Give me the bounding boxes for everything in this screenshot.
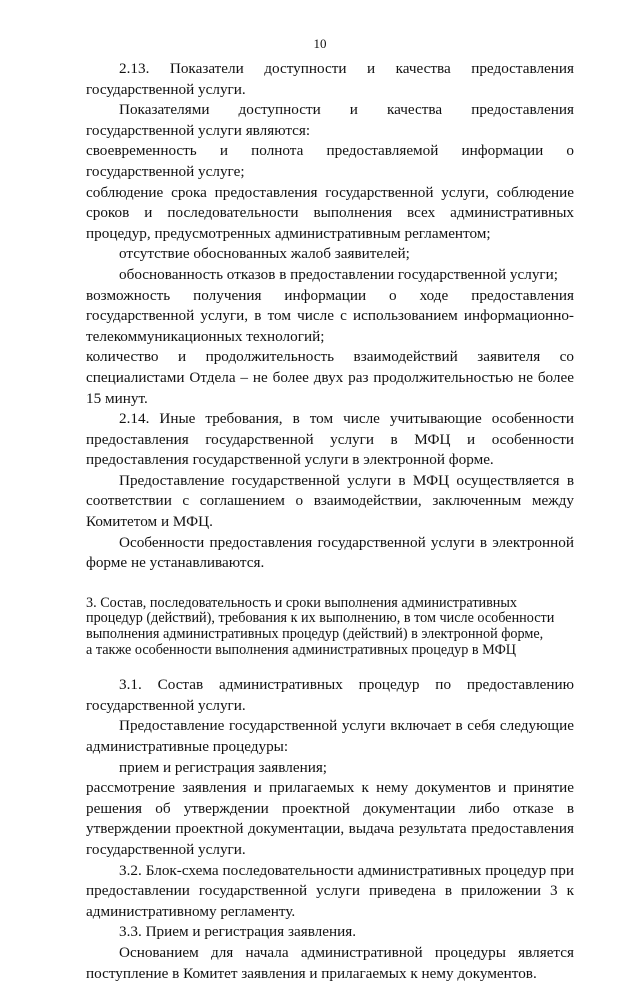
paragraph-refusals-justified: обоснованность отказов в предоставлении государственной услуги;	[119, 265, 559, 283]
paragraph-indicators-intro: Показателями доступности и качества предоставления государственной услуги являются:	[86, 101, 574, 139]
paragraph-interactions: количество и продолжительность взаимодействий заявителя со специалистами Отдела – не более двух раз продолжительностью не более 15 минут.	[86, 348, 574, 407]
section-heading-line: выполнения административных процедур (действий) в электронной форме,	[86, 626, 544, 643]
paragraph-procedure-review: рассмотрение заявления и прилагаемых к нему документов и принятие решения об утверждении проектной документации либо отказе в утверждении проектной документации, выдача результата предоставления государственной услуги.	[86, 779, 574, 858]
section-3-heading	[86, 596, 574, 658]
paragraph-timeliness: своевременность и полнота предоставляемой информации о государственной услуге;	[86, 142, 574, 180]
paragraph-2-13-title: 2.13. Показатели доступности и качества предоставления государственной услуги.	[86, 60, 574, 98]
paragraph-procedure-reception: прием и регистрация заявления;	[119, 758, 328, 776]
paragraph-2-14-title: 2.14. Иные требования, в том числе учитывающие особенности предоставления государственной услуги в МФЦ и особенности предоставления государственной услуги в электронной форме.	[86, 410, 574, 469]
paragraph-3-1-title: 3.1. Состав административных процедур по предоставлению государственной услуги.	[86, 676, 574, 714]
paragraph-electronic-form: Особенности предоставления государственной услуги в электронной форме не устанавливаются.	[86, 533, 574, 572]
paragraph-3-2-flowchart: 3.2. Блок-схема последовательности административных процедур при предоставлении государственной услуги приведена в приложении 3 к административному регламенту.	[86, 861, 574, 920]
document-body	[86, 59, 574, 984]
section-heading-line: а также особенности выполнения административных процедур в МФЦ	[86, 641, 517, 658]
paragraph-progress-info: возможность получения информации о ходе предоставления государственной услуги, в том числе с использованием информационно-телекоммуникационных технологий;	[86, 286, 574, 345]
page-number: 10	[313, 36, 327, 51]
paragraph-no-complaints: отсутствие обоснованных жалоб заявителей;	[119, 245, 410, 263]
paragraph-mfc-provision: Предоставление государственной услуги в МФЦ осуществляется в соответствии с соглашением о взаимодействии, заключенным между Комитетом и МФЦ.	[86, 471, 574, 531]
paragraph-3-3-title: 3.3. Прием и регистрация заявления.	[119, 923, 357, 941]
paragraph-procedure-basis: Основанием для начала административной процедуры является поступление в Комитет заявления и прилагаемых к нему документов.	[86, 943, 574, 982]
paragraph-procedures-intro: Предоставление государственной услуги включает в себя следующие административные процедуры:	[86, 717, 574, 755]
paragraph-deadline-compliance: соблюдение срока предоставления государственной услуги, соблюдение сроков и последовательности выполнения всех административных процедур, предусмотренных административным регламентом;	[86, 183, 574, 242]
section-heading-line: процедур (действий), требования к их выполнению, в том числе особенности	[86, 610, 555, 627]
section-heading-line: 3. Состав, последовательность и сроки выполнения административных	[86, 594, 518, 611]
